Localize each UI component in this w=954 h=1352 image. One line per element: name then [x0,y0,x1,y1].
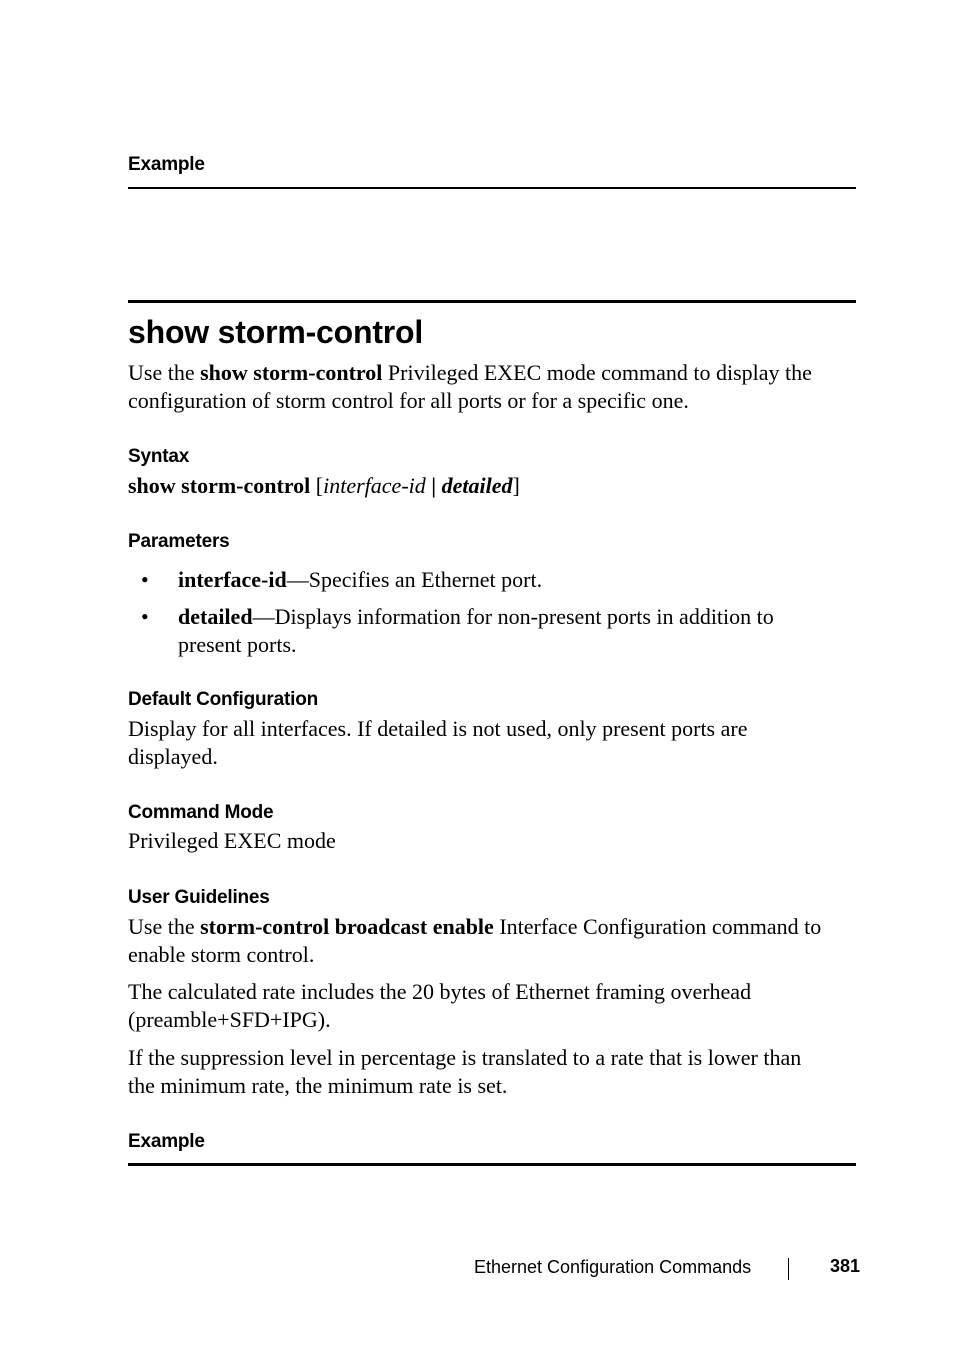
guideline-p3-line1: If the suppression level in percentage is translated to a rate that is lower than [128,1045,802,1070]
default-configuration-heading: Default Configuration [128,689,319,710]
footer-separator [788,1258,789,1280]
syntax-arg-interface-id: interface-id [323,473,426,498]
example-heading-top: Example [128,154,205,175]
intro-paragraph [128,359,868,415]
bullet: • [141,604,149,629]
parameter-name: detailed [178,604,253,629]
user-guidelines-p3 [128,1044,868,1100]
syntax-close-bracket: ] [512,473,520,498]
intro-suffix: Privileged EXEC mode command to display the [382,360,812,385]
default-configuration-line2: displayed. [128,744,218,769]
example-rule-top [128,187,856,189]
syntax-arg-detailed: detailed [441,473,513,498]
guideline-p2-line2: (preamble+SFD+IPG). [128,1007,331,1032]
parameters-heading: Parameters [128,531,230,552]
parameter-text-line2: present ports. [178,632,297,657]
syntax-command: show storm-control [128,473,311,498]
footer-chapter: Ethernet Configuration Commands [474,1257,752,1277]
command-mode-heading: Command Mode [128,802,274,823]
guideline-command: storm-control broadcast enable [200,914,494,939]
user-guidelines-p2 [128,978,868,1034]
intro-command: show storm-control [200,360,383,385]
default-configuration-text [128,715,868,771]
intro-prefix: Use the [128,360,201,385]
default-configuration-line1: Display for all interfaces. If detailed is not used, only present ports are [128,716,748,741]
command-mode-text: Privileged EXEC mode [128,828,336,853]
parameter-text: —Displays information for non-present ports in addition to [252,604,774,629]
intro-line2: configuration of storm control for all ports or for a specific one. [128,388,689,413]
syntax-heading: Syntax [128,446,190,467]
parameter-name: interface-id [178,567,287,592]
example-rule-bottom [128,1163,856,1166]
guideline-p2-line1: The calculated rate includes the 20 bytes of Ethernet framing overhead [128,979,752,1004]
guideline-prefix: Use the [128,914,201,939]
syntax-line [128,472,868,500]
guideline-suffix: Interface Configuration command to [493,914,822,939]
example-heading-bottom: Example [128,1131,205,1152]
syntax-open-bracket: [ [310,473,324,498]
parameter-desc [178,566,858,594]
parameter-desc [178,603,858,659]
user-guidelines-heading: User Guidelines [128,887,270,908]
user-guidelines-p1 [128,913,868,969]
parameter-text: —Specifies an Ethernet port. [286,567,543,592]
footer-page-number: 381 [830,1256,861,1276]
guideline-p3-line2: the minimum rate, the minimum rate is set. [128,1073,508,1098]
guideline-line2: enable storm control. [128,942,315,967]
syntax-separator: | [425,473,442,498]
bullet: • [141,567,149,592]
title-rule [128,300,856,303]
page-title: show storm-control [128,314,424,350]
